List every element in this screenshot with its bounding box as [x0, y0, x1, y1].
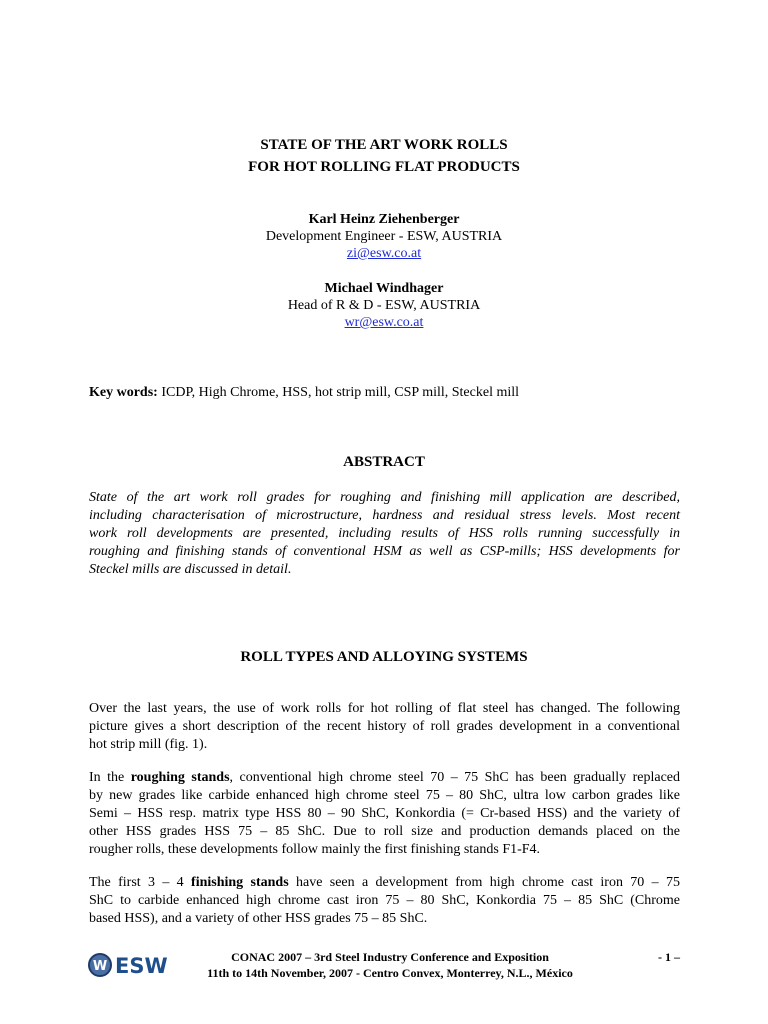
paper-title — [0, 134, 768, 178]
page-number: - 1 – — [658, 950, 680, 964]
paragraph-1 — [89, 700, 680, 754]
section-heading: ROLL TYPES AND ALLOYING SYSTEMS — [240, 649, 528, 665]
paragraph-line: picture gives a short description of the recent history of roll grades development in a conventional — [89, 719, 680, 734]
abstract-line: Steckel mills are discussed in detail. — [89, 562, 292, 577]
author-email-link[interactable]: wr@esw.co.at — [344, 315, 424, 330]
svg-text:ESW: ESW — [115, 954, 168, 978]
paragraph-line: Semi – HSS resp. matrix type HSS 80 – 90 ShC, Konkordia (= Cr-based HSS) and the variety of — [89, 806, 680, 821]
author-affiliation: Development Engineer - ESW, AUSTRIA — [265, 229, 503, 244]
paragraph-line: In the roughing stands, conventional high chrome steel 70 – 75 ShC has been gradually replaced — [89, 770, 681, 785]
abstract-line: roughing and finishing stands of conventional HSM as well as CSP-mills; HSS developments for — [89, 544, 680, 559]
paragraph-line: by new grades like carbide enhanced high chrome steel 75 – 80 ShC, ultra low carbon grades like — [89, 788, 680, 803]
paragraph-line: ShC to carbide enhanced high chrome cast iron 75 – 80 ShC, Konkordia 75 – 85 ShC (Chrome — [89, 893, 680, 908]
footer-line-1: CONAC 2007 – 3rd Steel Industry Conference and Exposition — [231, 950, 549, 964]
paragraph-line: rougher rolls, these developments follow mainly the first finishing stands F1-F4. — [89, 842, 541, 857]
keywords-text: ICDP, High Chrome, HSS, hot strip mill, CSP mill, Steckel mill — [157, 385, 520, 400]
footer-conference — [170, 949, 610, 981]
author-affiliation: Head of R & D - ESW, AUSTRIA — [287, 298, 481, 313]
abstract-heading: ABSTRACT — [343, 454, 425, 470]
paragraph-line: based HSS), and a variety of other HSS grades 75 – 85 ShC. — [89, 911, 428, 926]
footer-line-2: 11th to 14th November, 2007 - Centro Convex, Monterrey, N.L., México — [207, 966, 573, 980]
author-block-2 — [0, 280, 768, 331]
keywords — [89, 384, 519, 402]
title-line-1: STATE OF THE ART WORK ROLLS — [260, 137, 508, 153]
paragraph-line: hot strip mill (fig. 1). — [89, 737, 208, 752]
finishing-stands-term: finishing stands — [191, 875, 289, 890]
paragraph-2 — [89, 769, 680, 859]
esw-logo-mark — [88, 952, 170, 978]
abstract-line: work roll developments are presented, including results of HSS rolls running successfully in — [89, 526, 680, 541]
author-block-1 — [0, 211, 768, 262]
author-name: Michael Windhager — [324, 281, 444, 296]
paragraph-line: other HSS grades HSS 75 – 85 ShC. Due to roll size and production demands placed on the — [89, 824, 680, 839]
roughing-stands-term: roughing stands — [130, 770, 230, 785]
abstract-line: including characterisation of microstructure, hardness and residual stress levels. Most recent — [89, 508, 680, 523]
title-line-2: FOR HOT ROLLING FLAT PRODUCTS — [248, 159, 520, 175]
keywords-label: Key words: — [89, 385, 158, 400]
abstract-text — [89, 489, 680, 579]
author-name: Karl Heinz Ziehenberger — [308, 212, 460, 227]
esw-logo — [88, 952, 170, 978]
abstract-line: State of the art work roll grades for roughing and finishing mill application are described, — [89, 490, 680, 505]
paragraph-3 — [89, 874, 680, 928]
paragraph-line: The first 3 – 4 finishing stands have seen a development from high chrome cast iron 70 – 75 — [89, 875, 680, 890]
svg-text:W: W — [92, 959, 108, 974]
paragraph-line: Over the last years, the use of work rolls for hot rolling of flat steel has changed. The following — [89, 701, 680, 716]
author-email-link[interactable]: zi@esw.co.at — [346, 246, 422, 261]
